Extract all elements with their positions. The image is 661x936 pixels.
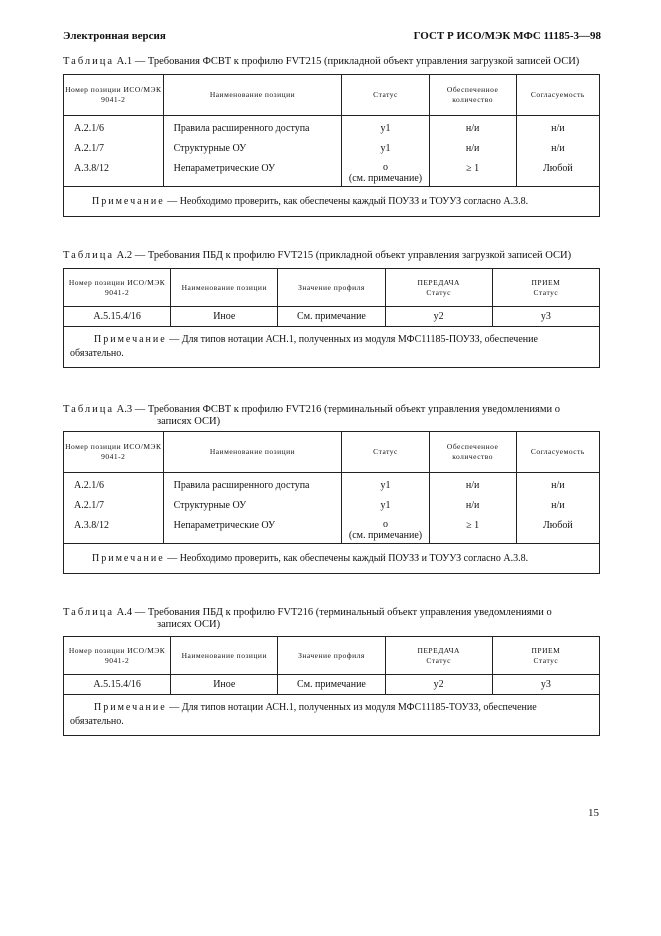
- table-note: [64, 327, 600, 368]
- caption-label: Таблица: [63, 607, 115, 618]
- note-label: Примечание: [92, 552, 165, 564]
- header-text: Статус: [533, 287, 559, 297]
- note-label: Примечание: [94, 334, 167, 345]
- table-a4-caption: [63, 607, 603, 631]
- caption-text: А.4 — Требования ПБД к профилю FVT216 (терминальный объект управления уведомлениями о: [114, 607, 552, 618]
- col-header-number: Номер позиции ИСО/МЭК 9041-2: [64, 637, 171, 675]
- table-a2-caption: [63, 250, 603, 262]
- col-header-conformance: Согласуемость: [516, 75, 599, 116]
- cell-text-status: [342, 159, 428, 183]
- cell-text: А.2.1/7: [74, 143, 104, 154]
- col-header-status: Статус: [342, 432, 429, 473]
- col-header-receive: [492, 637, 599, 675]
- note-label: Примечание: [92, 195, 165, 207]
- col-header-name: Наименование позиции: [171, 637, 278, 675]
- table-cell: См. примечание: [278, 307, 385, 327]
- header-left: Электронная версия: [63, 30, 166, 42]
- col-header-status: Статус: [342, 75, 429, 116]
- table-cell: [429, 473, 516, 544]
- header-text: ПРИЕМ: [531, 277, 561, 287]
- col-header-conformance: Согласуемость: [516, 432, 599, 473]
- col-header-number: Номер позиции ИСО/МЭК 9041-2: [64, 75, 164, 116]
- header-text: Статус: [426, 287, 451, 297]
- caption-continuation: записях ОСИ): [157, 619, 221, 630]
- col-header-name: Наименование позиции: [163, 432, 342, 473]
- table-cell: [163, 473, 342, 544]
- table-cell: Иное: [171, 675, 278, 695]
- col-header-transmit: [385, 269, 492, 307]
- cell-text: о: [383, 162, 389, 173]
- table-cell: [342, 116, 429, 187]
- cell-text: ≥ 1: [466, 520, 480, 531]
- table-a4: [63, 636, 600, 736]
- cell-text: Правила расширенного доступа: [173, 123, 310, 134]
- cell-text: (см. примечание): [348, 530, 423, 541]
- table-cell: [429, 116, 516, 187]
- cell-text: у1: [380, 480, 391, 491]
- cell-text: (см. примечание): [348, 173, 423, 184]
- note-text: — Для типов нотации АСН.1, полученных из модуля МФС11185-ТОУЗЗ, обеспечение: [166, 702, 537, 713]
- note-text: — Необходимо проверить, как обеспечены каждый ПОУЗЗ и ТОУУЗ согласно А.3.8.: [164, 195, 529, 207]
- cell-text: н/и: [551, 123, 565, 134]
- cell-text: Структурные ОУ: [173, 143, 247, 154]
- col-header-profile-value: Значение профиля: [278, 637, 385, 675]
- cell-text: Непараметрические ОУ: [173, 163, 276, 174]
- table-cell: [64, 473, 164, 544]
- cell-text: у1: [380, 500, 391, 511]
- caption-label: Таблица: [63, 250, 115, 261]
- col-header-receive: [492, 269, 599, 307]
- caption-continuation: записях ОСИ): [157, 416, 221, 427]
- header-text: ПРИЕМ: [531, 645, 561, 655]
- cell-text: Структурные ОУ: [173, 500, 247, 511]
- cell-text: н/и: [465, 123, 480, 134]
- note-text: обязательно.: [70, 348, 124, 359]
- cell-text: у1: [380, 123, 391, 134]
- col-header-transmit: [385, 637, 492, 675]
- cell-text: н/и: [551, 143, 565, 154]
- cell-text: ≥ 1: [466, 163, 480, 174]
- table-note: [64, 695, 600, 736]
- table-cell: у2: [385, 307, 492, 327]
- header-right: ГОСТ Р ИСО/МЭК МФС 11185-3—98: [413, 30, 601, 42]
- col-header-name: Наименование позиции: [163, 75, 342, 116]
- header-text: ПЕРЕДАЧА: [417, 645, 460, 655]
- table-a1: [63, 74, 600, 217]
- table-a2: [63, 268, 600, 368]
- header-text: Статус: [426, 655, 451, 665]
- table-cell: у2: [385, 675, 492, 695]
- col-header-number: Номер позиции ИСО/МЭК 9041-2: [64, 269, 171, 307]
- cell-text-status: [342, 516, 428, 540]
- caption-label: Таблица: [63, 404, 115, 415]
- col-header-number: Номер позиции ИСО/МЭК 9041-2: [64, 432, 164, 473]
- cell-text: н/и: [551, 480, 565, 491]
- caption-text: А.3 — Требования ФСВТ к профилю FVT216 (терминальный объект управления уведомлениями о: [114, 404, 560, 415]
- table-cell: [516, 116, 599, 187]
- table-cell: А.5.15.4/16: [64, 675, 171, 695]
- table-cell: См. примечание: [278, 675, 385, 695]
- col-header-quantity: Обеспеченное количество: [429, 75, 516, 116]
- cell-text: н/и: [465, 480, 480, 491]
- cell-text: А.2.1/6: [74, 123, 104, 134]
- note-text: обязательно.: [70, 716, 124, 727]
- cell-text: А.3.8/12: [74, 163, 109, 174]
- cell-text: Непараметрические ОУ: [173, 520, 276, 531]
- cell-text: А.2.1/6: [74, 480, 104, 491]
- table-a1-caption: [63, 56, 603, 68]
- note-label: Примечание: [94, 702, 167, 713]
- cell-text: у1: [380, 143, 391, 154]
- table-note: [64, 187, 600, 217]
- table-a3-caption: [63, 404, 603, 428]
- cell-text: о: [383, 519, 389, 530]
- table-cell: у3: [492, 307, 599, 327]
- cell-text: А.2.1/7: [74, 500, 104, 511]
- cell-text: А.3.8/12: [74, 520, 109, 531]
- cell-text: Любой: [542, 520, 573, 531]
- page-number: 15: [588, 807, 599, 819]
- cell-text: Правила расширенного доступа: [173, 480, 310, 491]
- table-cell: А.5.15.4/16: [64, 307, 171, 327]
- table-cell: Иное: [171, 307, 278, 327]
- caption-text: А.2 — Требования ПБД к профилю FVT215 (прикладной объект управления загрузкой записей ОСИ): [114, 250, 572, 261]
- table-cell: [163, 116, 342, 187]
- col-header-profile-value: Значение профиля: [278, 269, 385, 307]
- table-cell: [64, 116, 164, 187]
- table-a3: [63, 431, 600, 574]
- table-cell: у3: [492, 675, 599, 695]
- caption-text: А.1 — Требования ФСВТ к профилю FVT215 (прикладной объект управления загрузкой записей ОСИ): [114, 56, 580, 67]
- header-text: Статус: [533, 655, 559, 665]
- col-header-quantity: Обеспеченное количество: [429, 432, 516, 473]
- note-text: — Необходимо проверить, как обеспечены каждый ПОУЗЗ и ТОУУЗ согласно А.3.8.: [164, 552, 529, 564]
- cell-text: Любой: [542, 163, 573, 174]
- note-text: — Для типов нотации АСН.1, полученных из модуля МФС11185-ПОУЗЗ, обеспечение: [166, 334, 538, 345]
- table-cell: [342, 473, 429, 544]
- table-note: [64, 544, 600, 574]
- col-header-name: Наименование позиции: [171, 269, 278, 307]
- cell-text: н/и: [551, 500, 565, 511]
- cell-text: н/и: [465, 500, 480, 511]
- caption-label: Таблица: [63, 56, 115, 67]
- cell-text: н/и: [465, 143, 480, 154]
- table-cell: [516, 473, 599, 544]
- header-text: ПЕРЕДАЧА: [417, 277, 460, 287]
